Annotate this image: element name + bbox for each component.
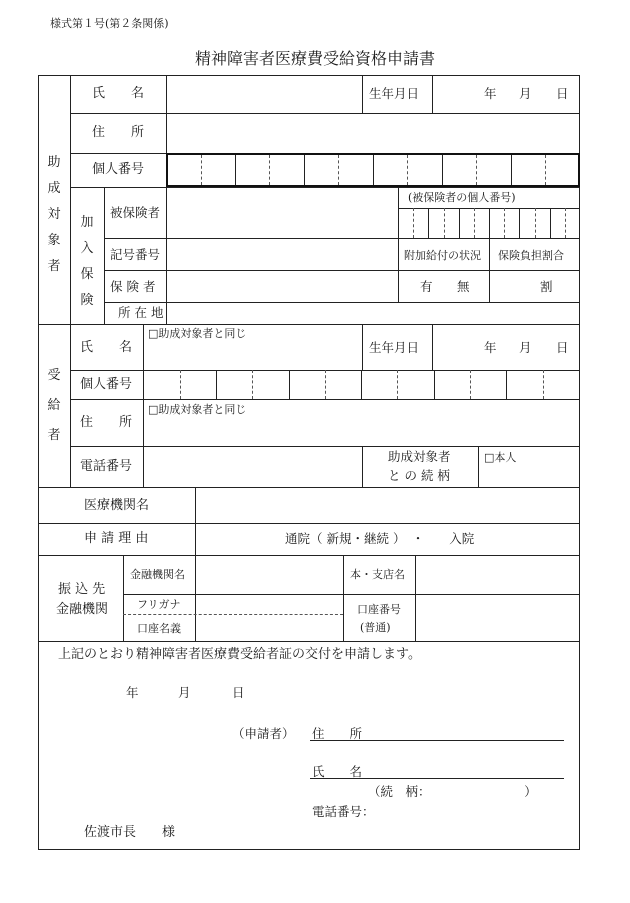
applicant-address-line[interactable] bbox=[310, 740, 564, 741]
insured-no-label: (被保険者の個人番号) bbox=[408, 191, 516, 204]
reason-options[interactable]: 通院（ 新規・継続 ） ・ 入院 bbox=[285, 531, 475, 546]
page-title: 精神障害者医療費受給資格申請書 bbox=[194, 49, 435, 68]
applicant-name-line[interactable] bbox=[310, 778, 564, 779]
subject-address-label: 住 所 bbox=[92, 125, 145, 140]
recipient-section-label: 受 給 者 bbox=[47, 368, 61, 443]
decl-month: 月 bbox=[178, 685, 191, 700]
applicant-phone-label: 電話番号： bbox=[312, 804, 375, 819]
applicant-name-label: 氏 名 bbox=[312, 764, 363, 779]
furigana-label: フリガナ bbox=[137, 598, 181, 611]
subject-birth-label: 生年月日 bbox=[369, 86, 420, 101]
subject-section-label: 助 成 対 象 者 bbox=[47, 155, 61, 274]
recipient-birth-label: 生年月日 bbox=[369, 340, 420, 355]
birth-year: 年 bbox=[484, 86, 497, 101]
recipient-name-label: 氏 名 bbox=[80, 340, 133, 355]
subject-name-label: 氏 名 bbox=[92, 86, 145, 101]
subject-personal-no-label: 個人番号 bbox=[92, 162, 145, 177]
bank-label-2: 金融機関 bbox=[56, 602, 109, 617]
self-checkbox[interactable]: □本人 bbox=[484, 451, 517, 464]
medical-institution-label: 医療機関名 bbox=[84, 498, 150, 513]
bank-label-1: 振 込 先 bbox=[58, 582, 106, 597]
account-no-label: 口座番号 bbox=[357, 603, 401, 616]
has-option[interactable]: 有 bbox=[420, 279, 433, 294]
decl-day: 日 bbox=[232, 685, 245, 700]
none-option[interactable]: 無 bbox=[457, 279, 470, 294]
reason-label: 申 請 理 由 bbox=[84, 531, 149, 546]
decl-year: 年 bbox=[126, 685, 139, 700]
recipient-address-label: 住 所 bbox=[80, 415, 133, 430]
burden-ratio-label: 保険負担割合 bbox=[498, 249, 564, 262]
account-type: (普通) bbox=[360, 621, 391, 634]
birth-day: 日 bbox=[556, 86, 569, 101]
extra-benefit-label: 附加給付の状況 bbox=[404, 249, 481, 262]
relation-label-1: 助成対象者 bbox=[388, 449, 451, 464]
applicant-address-label: 住 所 bbox=[312, 726, 363, 741]
relation-label-2: と の 続 柄 bbox=[388, 468, 450, 483]
ratio-unit: 割 bbox=[540, 279, 553, 294]
birth-month: 月 bbox=[519, 86, 532, 101]
recipient-birth-year: 年 bbox=[484, 340, 497, 355]
recipient-same-checkbox[interactable]: □助成対象者と同じ bbox=[148, 327, 247, 340]
institution-label: 金融機関名 bbox=[130, 568, 185, 581]
insurer-label: 保 険 者 bbox=[110, 279, 156, 294]
addressee: 佐渡市長 様 bbox=[84, 825, 176, 840]
recipient-birth-day: 日 bbox=[556, 340, 569, 355]
form-number: 様式第１号(第２条関係) bbox=[50, 17, 169, 30]
branch-label: 本・支店名 bbox=[350, 568, 405, 581]
symbol-no-label: 記号番号 bbox=[110, 247, 161, 262]
declaration-statement: 上記のとおり精神障害者医療費受給者証の交付を申請します。 bbox=[58, 647, 421, 662]
holder-label: 口座名義 bbox=[137, 622, 181, 635]
recipient-birth-month: 月 bbox=[519, 340, 532, 355]
recipient-same-checkbox-2[interactable]: □助成対象者と同じ bbox=[148, 403, 247, 416]
relation-text: （続 柄： ） bbox=[368, 784, 537, 799]
recipient-phone-label: 電話番号 bbox=[80, 459, 133, 474]
applicant-label: （申請者） bbox=[232, 726, 295, 741]
insured-label: 被保険者 bbox=[110, 205, 161, 220]
insurance-section-label: 加 入 保 険 bbox=[80, 215, 94, 308]
recipient-personal-no-label: 個人番号 bbox=[80, 377, 133, 392]
location-label: 所 在 地 bbox=[118, 305, 164, 320]
